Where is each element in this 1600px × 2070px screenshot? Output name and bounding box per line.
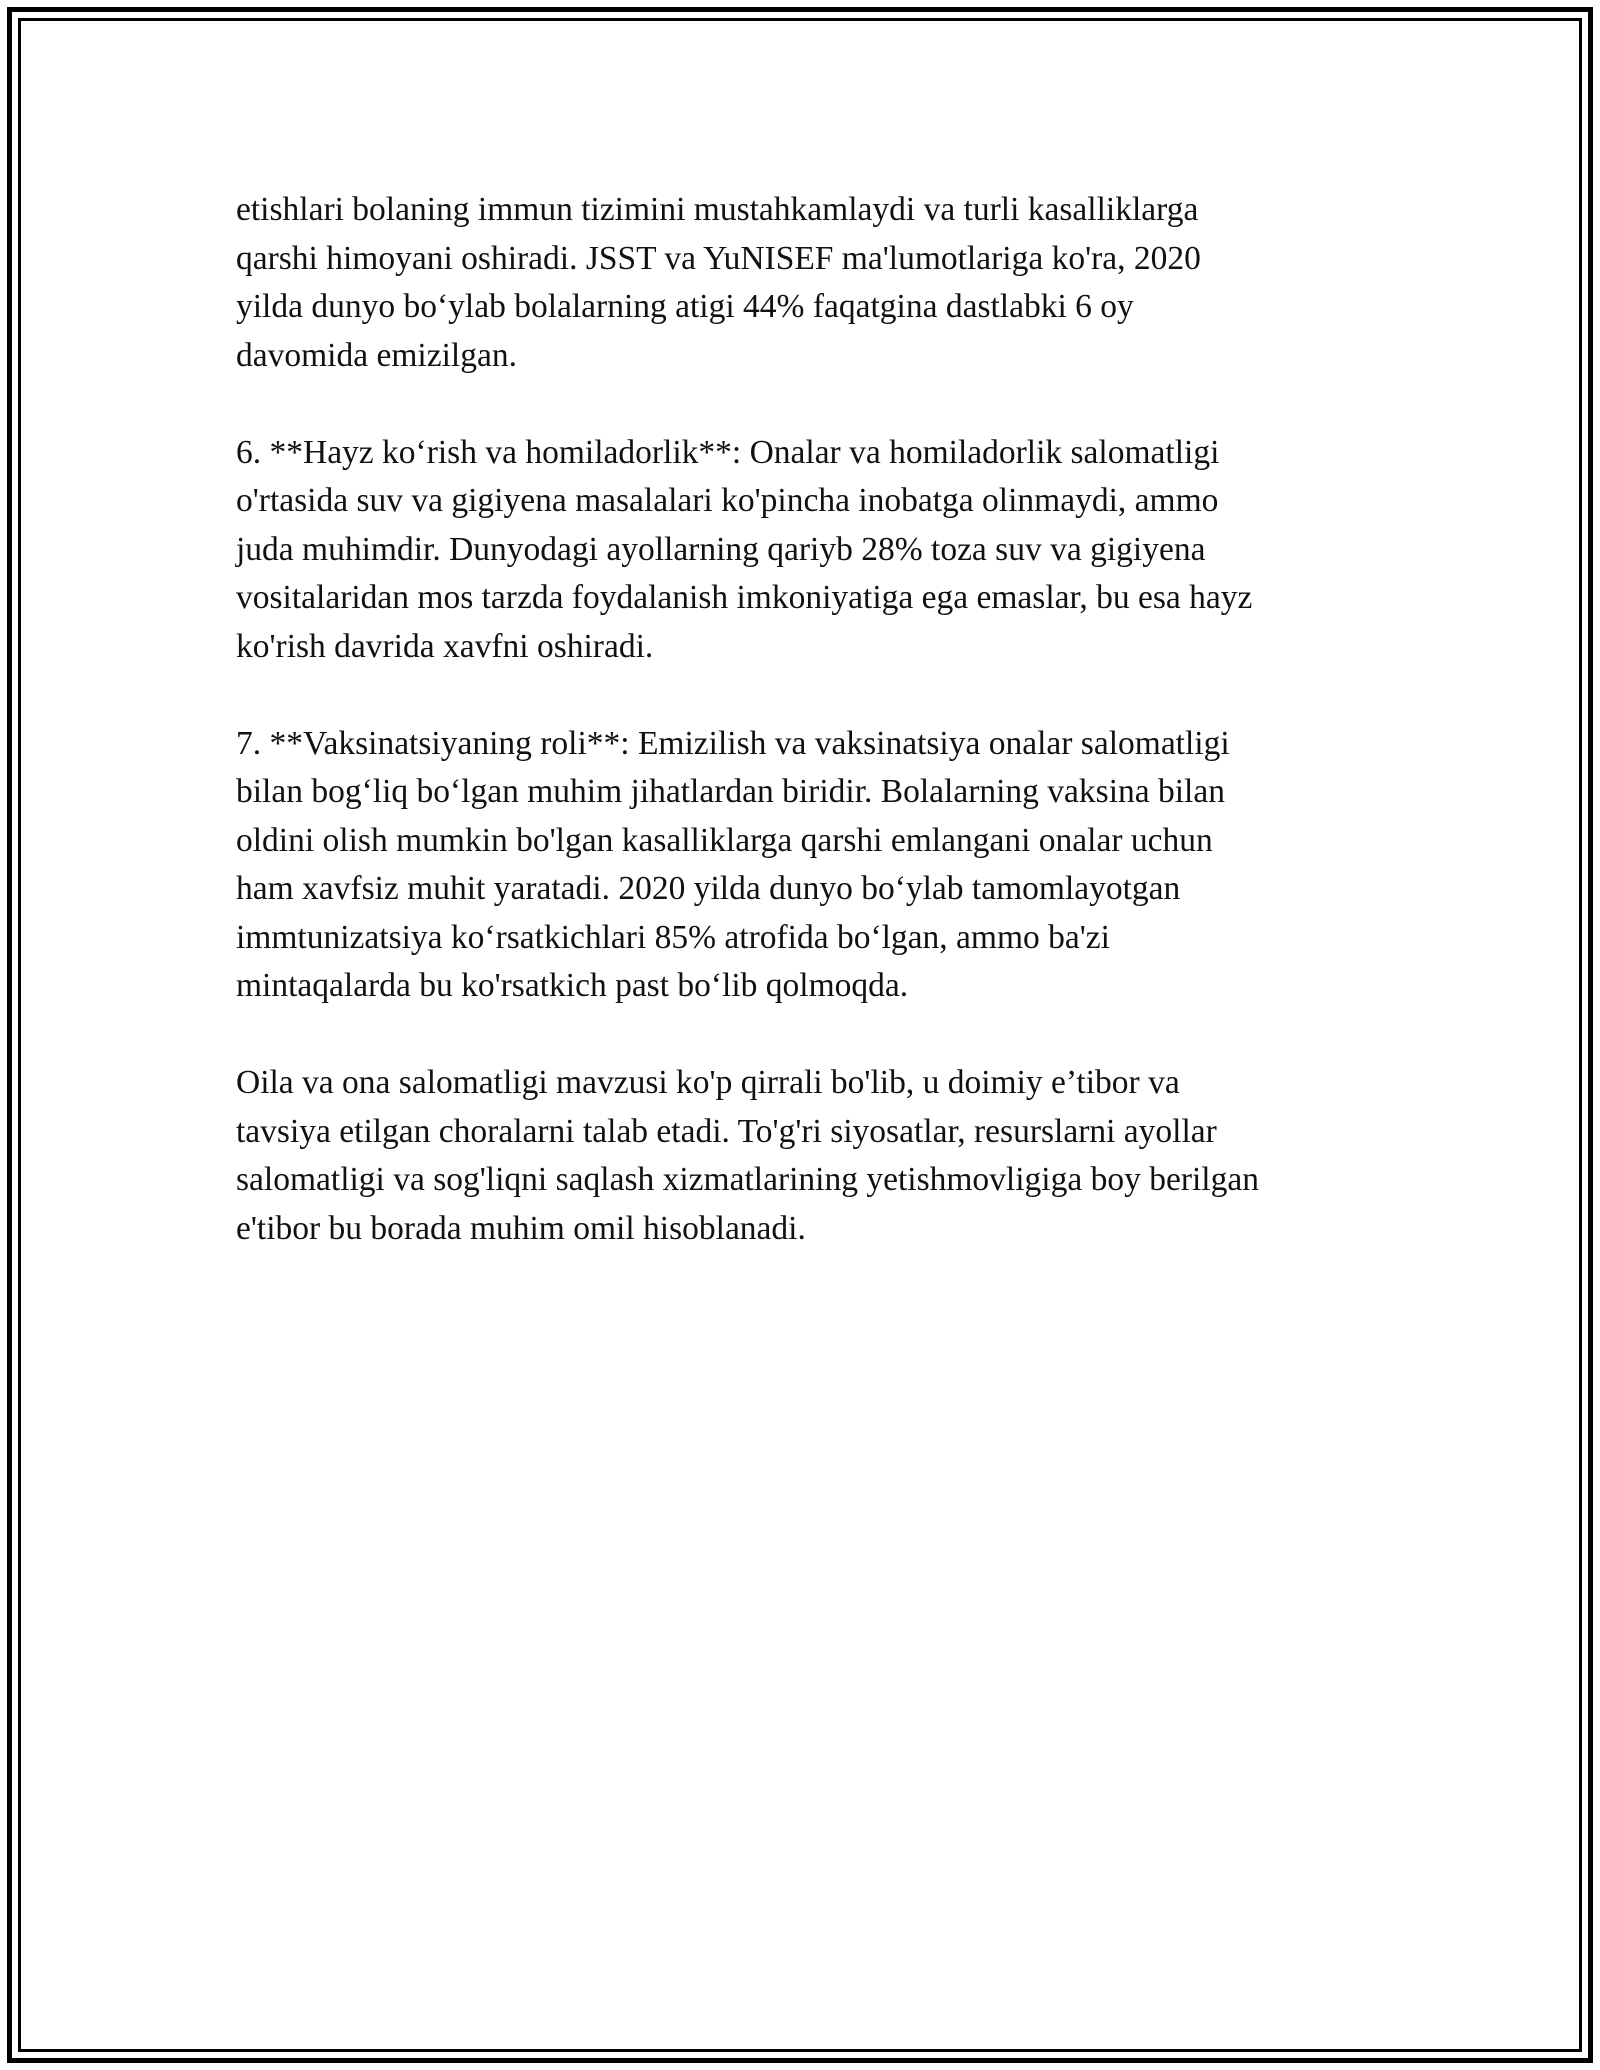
- text-line: immtunizatsiya ko‘rsatkichlari 85% atrofida bo‘lgan, ammo ba'zi: [236, 918, 1110, 956]
- text-line: e'tibor bu borada muhim omil hisoblanadi.: [236, 1209, 806, 1247]
- text-line: juda muhimdir. Dunyodagi ayollarning qariyb 28% toza suv va gigiyena: [236, 530, 1206, 568]
- text-line: ko'rish davrida xavfni oshiradi.: [236, 627, 654, 665]
- text-line: Oila va ona salomatligi mavzusi ko'p qirrali bo'lib, u doimiy e’tibor va: [236, 1064, 1180, 1101]
- text-line: qarshi himoyani oshiradi. JSST va YuNISEF ma'lumotlariga ko'ra, 2020: [236, 239, 1201, 277]
- text-line: etishlari bolaning immun tizimini mustahkamlaydi va turli kasalliklarga: [236, 191, 1199, 228]
- text-line: tavsiya etilgan choralarni talab etadi. To'g'ri siyosatlar, resurslarni ayollar: [236, 1112, 1217, 1150]
- text-line: oldini olish mumkin bo'lgan kasalliklarga qarshi emlangani onalar uchun: [236, 821, 1213, 859]
- paragraph-menstruation-pregnancy: [236, 429, 1366, 672]
- text-line: mintaqalarda bu ko'rsatkich past bo‘lib qolmoqda.: [236, 967, 909, 1004]
- text-line: 6. **Hayz ko‘rish va homiladorlik**: Onalar va homiladorlik salomatligi: [236, 433, 1220, 471]
- text-line: salomatligi va sog'liqni saqlash xizmatlarining yetishmovligiga boy berilgan: [236, 1161, 1259, 1198]
- text-line: davomida emizilgan.: [236, 336, 517, 374]
- text-line: ham xavfsiz muhit yaratadi. 2020 yilda dunyo bo‘ylab tamomlayotgan: [236, 870, 1181, 907]
- paragraph-vaccination: [236, 720, 1366, 1011]
- document-body: [236, 186, 1366, 1302]
- text-line: o'rtasida suv va gigiyena masalalari ko'pincha inobatga olinmaydi, ammo: [236, 482, 1219, 519]
- paragraph-conclusion: [236, 1059, 1366, 1253]
- text-line: vositalaridan mos tarzda foydalanish imkoniyatiga ega emaslar, bu esa hayz: [236, 579, 1253, 616]
- text-line: 7. **Vaksinatsiyaning roli**: Emizilish va vaksinatsiya onalar salomatligi: [236, 724, 1230, 762]
- text-line: yilda dunyo bo‘ylab bolalarning atigi 44% faqatgina dastlabki 6 oy: [236, 288, 1134, 325]
- text-line: bilan bog‘liq bo‘lgan muhim jihatlardan biridir. Bolalarning vaksina bilan: [236, 773, 1225, 810]
- paragraph-breastfeeding: [236, 186, 1366, 380]
